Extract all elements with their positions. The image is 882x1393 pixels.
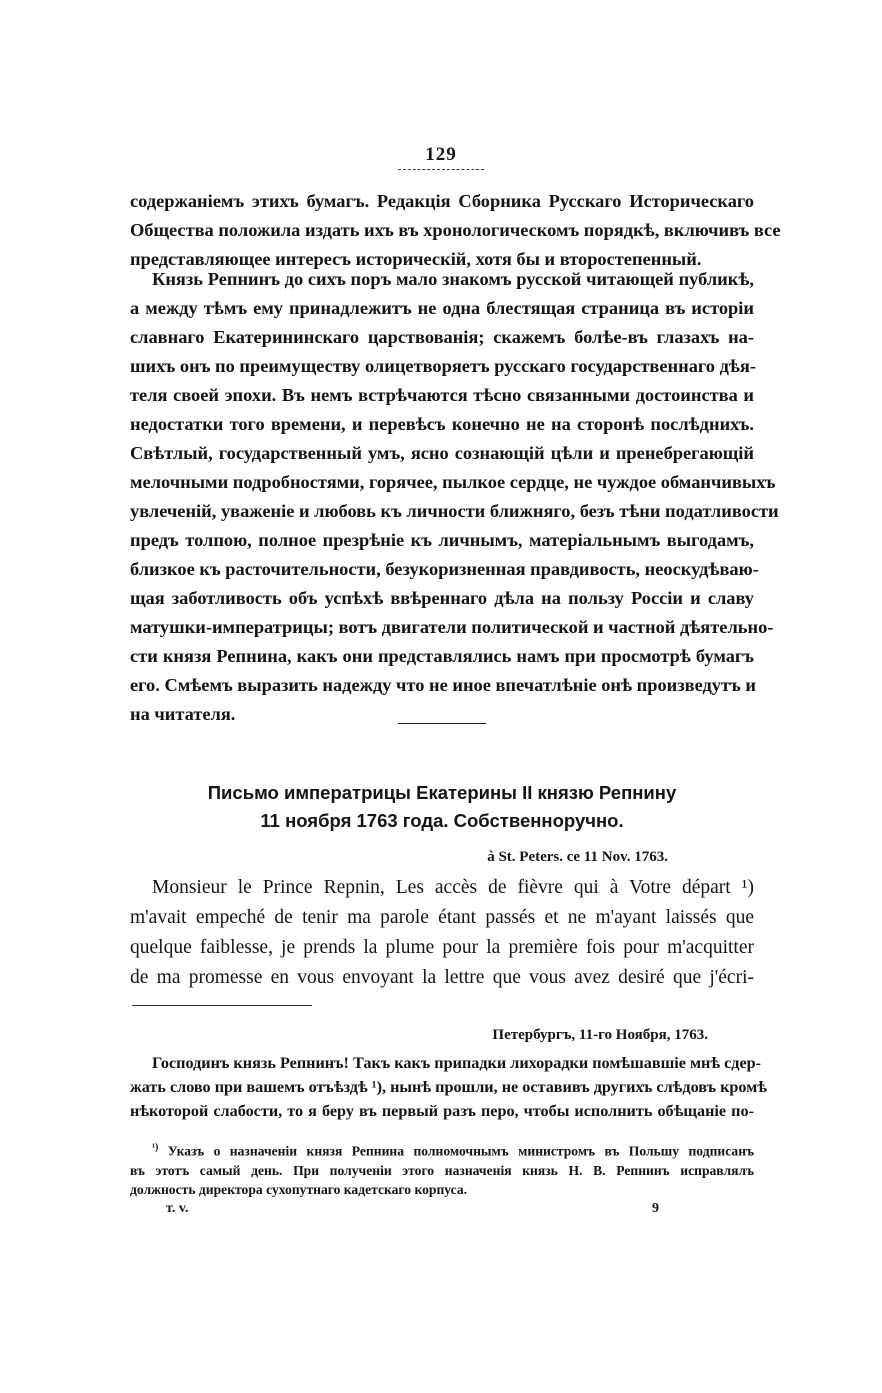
page-number-rule	[398, 169, 484, 170]
footnote-line: должность директора сухопутнаго кадетскаго корпуса.	[130, 1181, 468, 1197]
intro-line: содержаніемъ этихъ бумагъ. Редакція Сборника Русскаго Историческаго	[130, 191, 754, 211]
letter-title-line-2: 11 ноября 1763 года. Собственноручно.	[260, 810, 624, 831]
russian-dateline: Петербургъ, 11-го Ноября, 1763.	[492, 1027, 708, 1043]
translation-line: нѣкоторой слабости, то я беру въ первый разъ перо, чтобы исполнить обѣщаніе по-	[130, 1102, 754, 1120]
letter-title-line-1: Письмо императрицы Екатерины II князю Репнину	[207, 782, 677, 803]
main-line: мелочными подробностями, горячее, пылкое сердце, не чуждое обманчивыхъ	[130, 472, 776, 492]
main-line: близкое къ расточительности, безукоризненная правдивость, неоскудѣваю-	[130, 559, 759, 579]
page-number: 129	[425, 144, 457, 165]
translation-line: жать слово при вашемъ отъѣздѣ ¹), нынѣ прошли, не оставивъ другихъ слѣдовъ кромѣ	[130, 1078, 767, 1096]
main-line: а между тѣмъ ему принадлежитъ не одна блестящая страница въ исторіи	[130, 298, 754, 318]
french-letter-text	[130, 873, 754, 993]
french-line: quelque faiblesse, je prends la plume pour la première fois pour m'acquitter	[130, 937, 754, 958]
main-line: увлеченій, уваженіе и любовь къ личности ближняго, безъ тѣни податливости	[130, 501, 779, 521]
footnote	[130, 1138, 754, 1199]
french-dateline: à St. Peters. ce 11 Nov. 1763.	[487, 849, 668, 865]
main-line: шихъ онъ по преимуществу олицетворяетъ русскаго государственнаго дѣя-	[130, 356, 756, 376]
main-line: сти князя Репнина, какъ они представлялись намъ при просмотрѣ бумагъ	[130, 646, 754, 666]
main-line: славнаго Екатерининскаго царствованія; скажемъ болѣе-въ глазахъ на-	[130, 327, 754, 347]
main-paragraph	[130, 265, 779, 729]
french-line: Monsieur le Prince Repnin, Les accès de fièvre qui à Votre départ ¹)	[152, 877, 754, 898]
section-divider	[398, 723, 486, 724]
volume-signature: т. v.	[166, 1201, 189, 1216]
footnote-separator	[132, 1005, 312, 1006]
footnote-marker: ¹)	[152, 1142, 159, 1153]
main-line: Князь Репнинъ до сихъ поръ мало знакомъ русской читающей публикѣ,	[152, 269, 754, 289]
translation-text	[130, 1051, 767, 1123]
intro-line: Общества положила издать ихъ въ хронологическомъ порядкѣ, включивъ все	[130, 220, 781, 240]
main-line: его. Смѣемъ выразить надежду что не иное впечатлѣніе онѣ произведутъ и	[130, 675, 756, 695]
main-line: теля своей эпохи. Въ немъ встрѣчаются тѣсно связанными достоинства и	[130, 385, 754, 405]
main-line: матушки-императрицы; вотъ двигатели политической и частной дѣятельно-	[130, 617, 774, 637]
footnote-line-1	[130, 1138, 754, 1161]
letter-heading	[130, 779, 754, 835]
main-line: на читателя.	[130, 704, 236, 724]
french-line: de ma promesse en vous envoyant la lettre que vous avez desiré que j'écri-	[130, 967, 754, 988]
intro-paragraph	[130, 187, 781, 274]
main-line: щая заботливость объ успѣхѣ ввѣреннаго дѣла на пользу Россіи и славу	[130, 588, 754, 608]
main-line: недостатки того времени, и перевѣсъ конечно не на сторонѣ послѣднихъ.	[130, 414, 754, 434]
footnote-line: въ этотъ самый день. При полученіи этого назначенія князь Н. В. Репнинъ исправлялъ	[130, 1162, 754, 1178]
footnote-text: Указъ о назначеніи князя Репнина полномочнымъ министромъ въ Польшу подписанъ	[167, 1143, 754, 1159]
main-line: предъ толпою, полное презрѣніе къ личнымъ, матеріальнымъ выгодамъ,	[130, 530, 754, 550]
intro-line: представляющее интересъ историческій, хотя бы и второстепенный.	[130, 249, 702, 269]
french-line: m'avait empeché de tenir ma parole étant passés et ne m'ayant laissés que	[130, 907, 754, 928]
sheet-signature: 9	[652, 1201, 659, 1216]
translation-line: Господинъ князь Репнинъ! Такъ какъ припадки лихорадки помѣшавшіе мнѣ сдер-	[152, 1054, 762, 1072]
main-line: Свѣтлый, государственный умъ, ясно сознающій цѣли и пренебрегающій	[130, 443, 754, 463]
